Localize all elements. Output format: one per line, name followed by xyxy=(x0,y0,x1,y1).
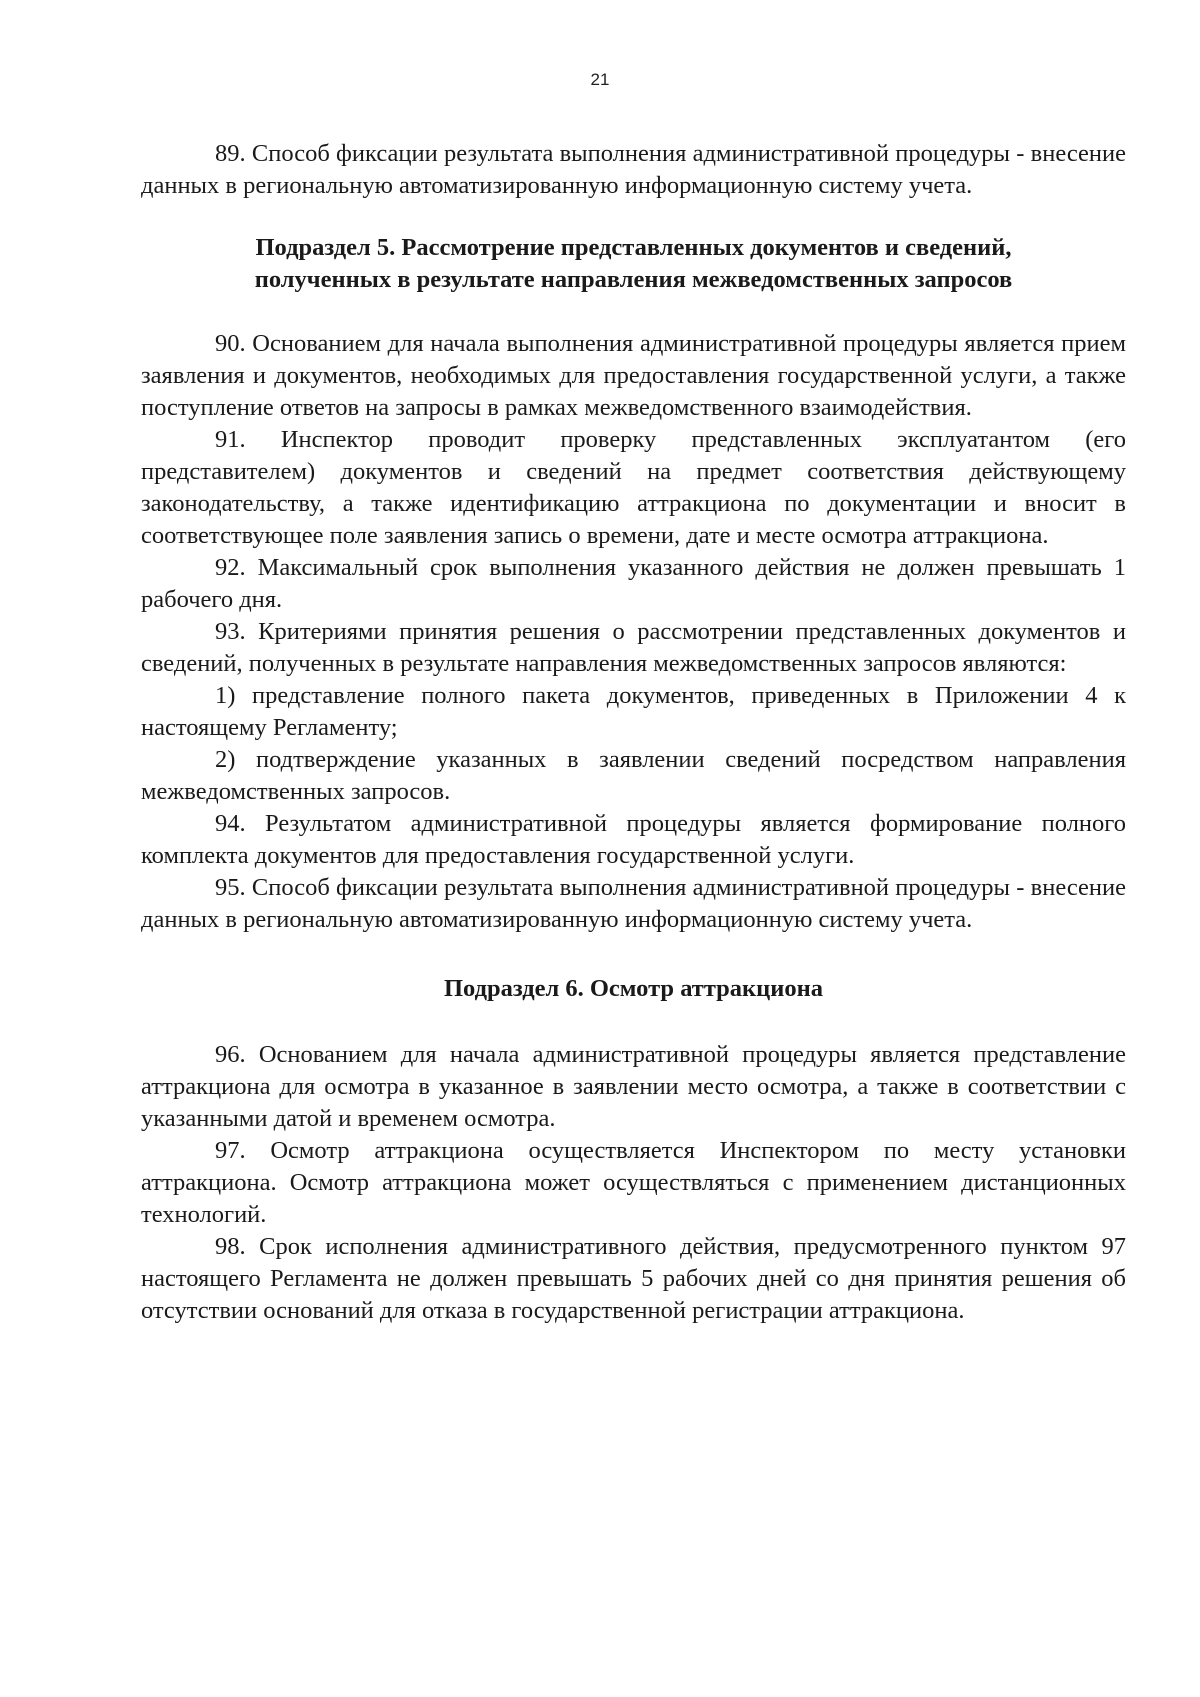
paragraph-90: 90. Основанием для начала выполнения административной процедуры является прием заявления и документов, необходимых для предоставления государственной услуги, а также поступление ответов на запросы в рамках межведомственного взаимодействия. xyxy=(141,330,1126,421)
paragraph-92: 92. Максимальный срок выполнения указанного действия не должен превышать 1 рабочего дня. xyxy=(141,554,1126,613)
heading-subsection-5-line2: полученных в результате направления межведомственных запросов xyxy=(254,266,1013,293)
paragraph-89: 89. Способ фиксации результата выполнения административной процедуры - внесение данных в региональную автоматизированную информационную систему учета. xyxy=(141,140,1126,199)
paragraph-93: 93. Критериями принятия решения о рассмотрении представленных документов и сведений, полученных в результате направления межведомственных запросов являются: xyxy=(141,618,1126,677)
heading-subsection-6: Подраздел 6. Осмотр аттракциона xyxy=(443,975,824,1002)
list-item-2: 2) подтверждение указанных в заявлении сведений посредством направления межведомственных запросов. xyxy=(141,746,1126,805)
paragraph-97: 97. Осмотр аттракциона осуществляется Инспектором по месту установки аттракциона. Осмотр аттракциона может осуществляться с применением дистанционных технологий. xyxy=(141,1137,1126,1228)
paragraph-95: 95. Способ фиксации результата выполнения административной процедуры - внесение данных в региональную автоматизированную информационную систему учета. xyxy=(141,874,1126,933)
page-number: 21 xyxy=(590,70,610,89)
document-body xyxy=(141,138,1126,1327)
heading-subsection-5-line1: Подраздел 5. Рассмотрение представленных документов и сведений, xyxy=(255,234,1012,261)
paragraph-94: 94. Результатом административной процедуры является формирование полного комплекта документов для предоставления государственной услуги. xyxy=(141,810,1126,869)
paragraph-91: 91. Инспектор проводит проверку представленных эксплуатантом (его представителем) документов и сведений на предмет соответствия действующему законодательству, а также идентификацию аттракциона по документации и вносит в соответствующее поле заявления запись о времени, дате и месте осмотра аттракциона. xyxy=(141,426,1126,549)
heading-subsection-5 xyxy=(141,232,1126,296)
paragraph-96: 96. Основанием для начала административной процедуры является представление аттракциона для осмотра в указанное в заявлении место осмотра, а также в соответствии с указанными датой и временем осмотра. xyxy=(141,1041,1126,1132)
paragraph-98: 98. Срок исполнения административного действия, предусмотренного пунктом 97 настоящего Регламента не должен превышать 5 рабочих дней со дня принятия решения об отсутствии оснований для отказа в государственной регистрации аттракциона. xyxy=(141,1233,1126,1324)
list-item-1: 1) представление полного пакета документов, приведенных в Приложении 4 к настоящему Регламенту; xyxy=(141,682,1126,741)
